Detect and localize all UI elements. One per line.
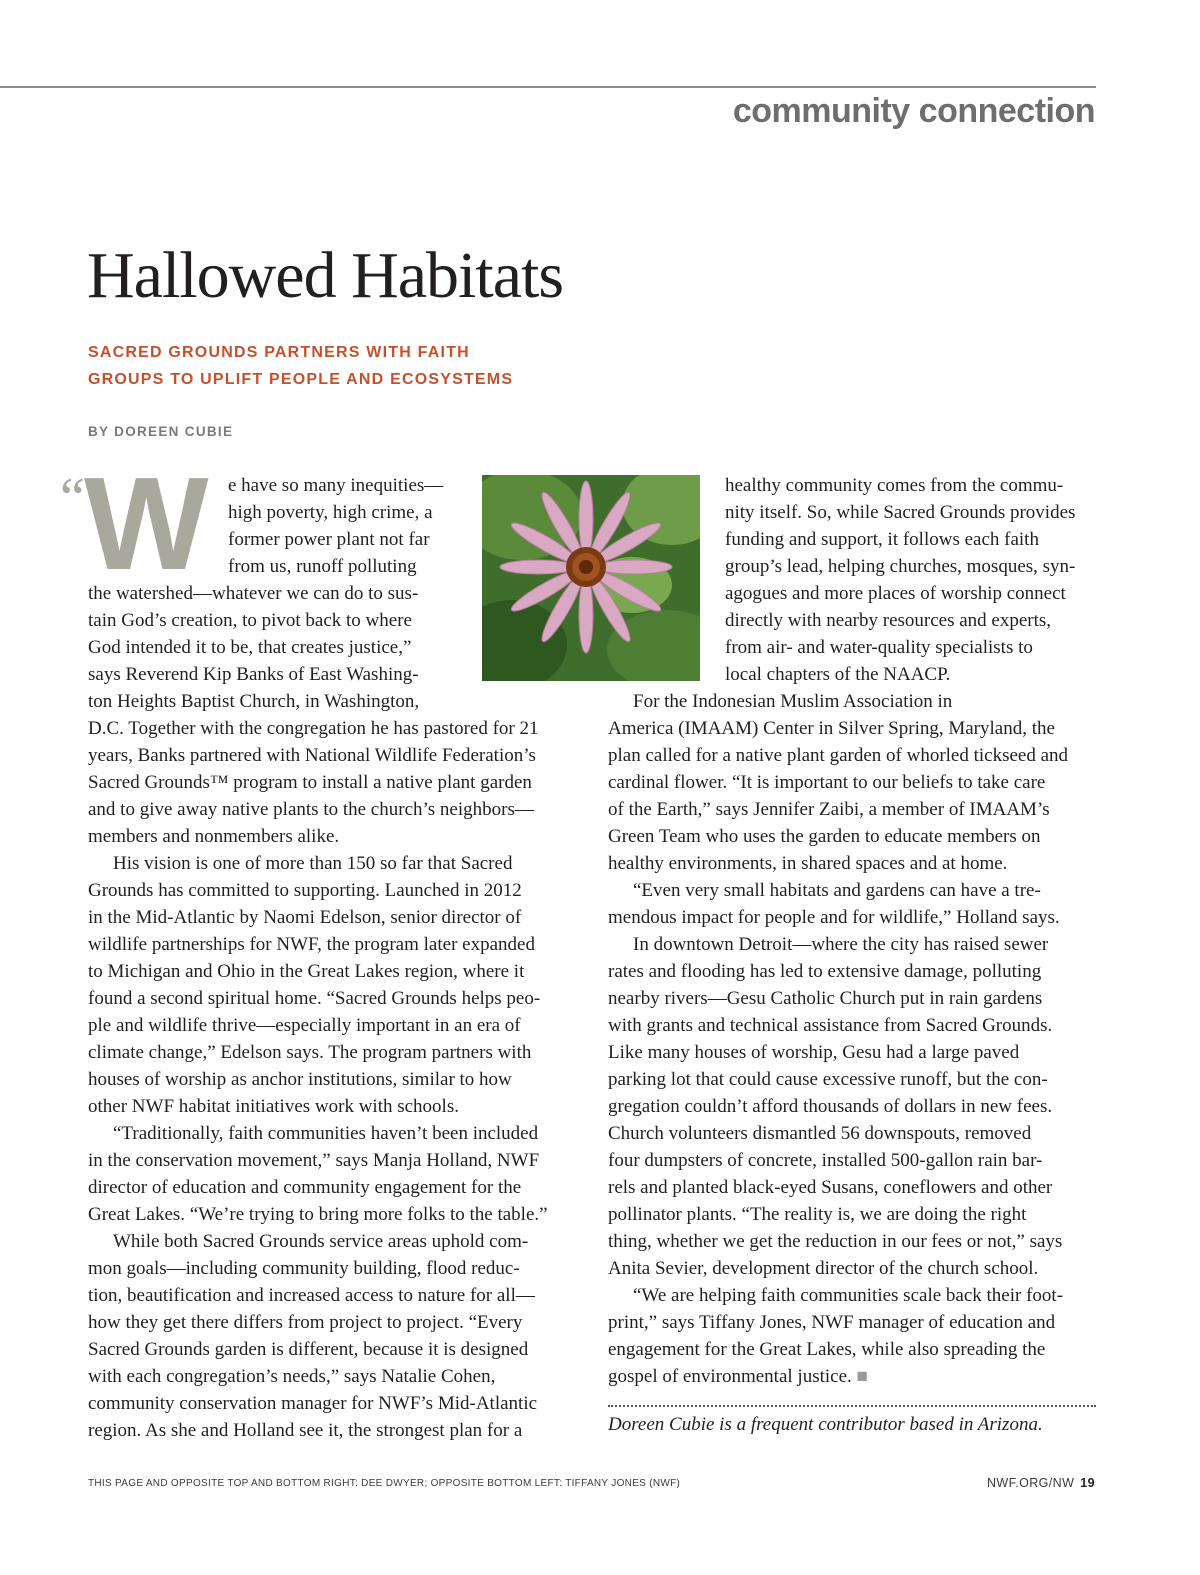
article-text-line: Grounds has committed to supporting. Launched in 2012	[88, 880, 522, 901]
article-text-line: other NWF habitat initiatives work with schools.	[88, 1096, 459, 1117]
site-url: NWF.ORG/NW	[986, 1476, 1075, 1490]
article-dek	[88, 339, 608, 393]
article-text-line: thing, whether we get the reduction in our fees or not,” says	[608, 1231, 1063, 1252]
article-text-line: years, Banks partnered with National Wildlife Federation’s	[88, 745, 536, 766]
article-text-line: former power plant not far	[228, 529, 430, 550]
byline: BY DOREEN CUBIE	[88, 424, 234, 439]
article-text-line: in the conservation movement,” says Manja Holland, NWF	[88, 1150, 540, 1171]
article-text-line: cardinal flower. “It is important to our beliefs to take care	[608, 772, 1046, 793]
article-text-line: four dumpsters of concrete, installed 500-gallon rain bar-	[608, 1150, 1043, 1171]
article-text-line: “Traditionally, faith communities haven’t been included	[113, 1123, 539, 1144]
article-text-line: Sacred Grounds™ program to install a native plant garden	[88, 772, 532, 793]
photo-credits: THIS PAGE AND OPPOSITE TOP AND BOTTOM RIGHT: DEE DWYER; OPPOSITE BOTTOM LEFT: TIFFANY JONES (NWF)	[88, 1478, 681, 1489]
article-text-line: gospel of environmental justice. ■	[608, 1366, 869, 1387]
article-text-line: e have so many inequities—	[228, 475, 444, 496]
article-text-line: gregation couldn’t afford thousands of dollars in new fees.	[608, 1096, 1053, 1117]
article-text-line: D.C. Together with the congregation he has pastored for 21	[88, 718, 539, 739]
page-number: 19	[1080, 1476, 1095, 1490]
article-text-line: Green Team who uses the garden to educate members on	[608, 826, 1041, 847]
bio-separator	[608, 1405, 1096, 1407]
drop-cap: W	[84, 450, 209, 597]
coneflower-photo	[482, 475, 700, 681]
article-text-line: healthy community comes from the commu-	[725, 475, 1064, 496]
author-bio: Doreen Cubie is a frequent contributor based in Arizona.	[608, 1414, 1043, 1435]
article-text-line: Anita Sevier, development director of the church school.	[608, 1258, 1039, 1279]
opening-quote-mark: “	[60, 467, 85, 529]
article-text-line: For the Indonesian Muslim Association in	[633, 691, 953, 712]
article-text-line: directly with nearby resources and experts,	[725, 610, 1052, 631]
article-text-line: pollinator plants. “The reality is, we are doing the right	[608, 1204, 1027, 1225]
article-text-line: While both Sacred Grounds service areas uphold com-	[113, 1231, 529, 1252]
article-text-line: “Even very small habitats and gardens can have a tre-	[633, 880, 1041, 901]
article-text-line: healthy environments, in shared spaces and at home.	[608, 853, 1008, 874]
article-text-line: Like many houses of worship, Gesu had a large paved	[608, 1042, 1020, 1063]
article-text-line: Church volunteers dismantled 56 downspouts, removed	[608, 1123, 1032, 1144]
dek-line: GROUPS TO UPLIFT PEOPLE AND ECOSYSTEMS	[88, 371, 514, 388]
article-text-line: director of education and community engagement for the	[88, 1177, 522, 1198]
article-text-line: how they get there differs from project to project. “Every	[88, 1312, 523, 1333]
page-folio	[987, 1476, 1095, 1490]
article-text-line: from air- and water-quality specialists to	[725, 637, 1033, 658]
article-text-line: members and nonmembers alike.	[88, 826, 340, 847]
top-rule	[0, 86, 1096, 88]
article-text-line: agogues and more places of worship connect	[725, 583, 1066, 604]
article-text-line: nearby rivers—Gesu Catholic Church put in rain gardens	[608, 988, 1043, 1009]
article-text-line: community conservation manager for NWF’s Mid-Atlantic	[88, 1393, 538, 1414]
article-text-line: Great Lakes. “We’re trying to bring more folks to the table.”	[88, 1204, 548, 1225]
dek-line: SACRED GROUNDS PARTNERS WITH FAITH	[88, 344, 470, 361]
article-text-line: the watershed—whatever we can do to sus-	[88, 583, 419, 604]
article-text-line: In downtown Detroit—where the city has raised sewer	[633, 934, 1049, 955]
article-text-line: tain God’s creation, to pivot back to where	[88, 610, 412, 631]
article-text-line: mon goals—including community building, flood reduc-	[88, 1258, 520, 1279]
article-text-line: wildlife partnerships for NWF, the program later expanded	[88, 934, 535, 955]
article-text-line: rels and planted black-eyed Susans, coneflowers and other	[608, 1177, 1053, 1198]
article-text-line: “We are helping faith communities scale back their foot-	[633, 1285, 1064, 1306]
article-text-line: found a second spiritual home. “Sacred Grounds helps peo-	[88, 988, 541, 1009]
article-text-line: God intended it to be, that creates justice,”	[88, 637, 412, 658]
article-text-line: climate change,” Edelson says. The program partners with	[88, 1042, 532, 1063]
article-text-line: nity itself. So, while Sacred Grounds provides	[725, 502, 1076, 523]
article-title: Hallowed Habitats	[87, 239, 564, 312]
end-mark-icon: ■	[851, 1366, 869, 1387]
article-text-line: with grants and technical assistance from Sacred Grounds.	[608, 1015, 1053, 1036]
article-text-line: houses of worship as anchor institutions, similar to how	[88, 1069, 512, 1090]
article-text-line: ple and wildlife thrive—especially important in an era of	[88, 1015, 521, 1036]
article-text-line: of the Earth,” says Jennifer Zaibi, a member of IMAAM’s	[608, 799, 1050, 820]
article-text-line: funding and support, it follows each faith	[725, 529, 1039, 550]
article-text-line: rates and flooding has led to extensive damage, polluting	[608, 961, 1042, 982]
article-text-line: high poverty, high crime, a	[228, 502, 433, 523]
article-text-line: print,” says Tiffany Jones, NWF manager of education and	[608, 1312, 1056, 1333]
article-text-line: in the Mid-Atlantic by Naomi Edelson, senior director of	[88, 907, 522, 928]
section-label: community connection	[732, 92, 1095, 130]
article-text-line: ton Heights Baptist Church, in Washington,	[88, 691, 420, 712]
article-text-line: mendous impact for people and for wildlife,” Holland says.	[608, 907, 1060, 928]
article-text-line: Sacred Grounds garden is different, because it is designed	[88, 1339, 529, 1360]
article-text-line: engagement for the Great Lakes, while also spreading the	[608, 1339, 1046, 1360]
article-text-line: with each congregation’s needs,” says Natalie Cohen,	[88, 1366, 496, 1387]
article-text-line: says Reverend Kip Banks of East Washing-	[88, 664, 419, 685]
article-text-line: group’s lead, helping churches, mosques, syn-	[725, 556, 1076, 577]
article-text-line: region. As she and Holland see it, the strongest plan for a	[88, 1420, 523, 1441]
article-text-line: and to give away native plants to the church’s neighbors—	[88, 799, 534, 820]
article-text-line: His vision is one of more than 150 so far that Sacred	[113, 853, 513, 874]
article-text-line: plan called for a native plant garden of whorled tickseed and	[608, 745, 1069, 766]
article-text-line: local chapters of the NAACP.	[725, 664, 951, 685]
article-text-line: to Michigan and Ohio in the Great Lakes region, where it	[88, 961, 525, 982]
article-text-line: parking lot that could cause excessive runoff, but the con-	[608, 1069, 1048, 1090]
article-text-line: America (IMAAM) Center in Silver Spring, Maryland, the	[608, 718, 1055, 739]
article-text-line: from us, runoff polluting	[228, 556, 417, 577]
article-text-line: tion, beautification and increased access to nature for all—	[88, 1285, 535, 1306]
